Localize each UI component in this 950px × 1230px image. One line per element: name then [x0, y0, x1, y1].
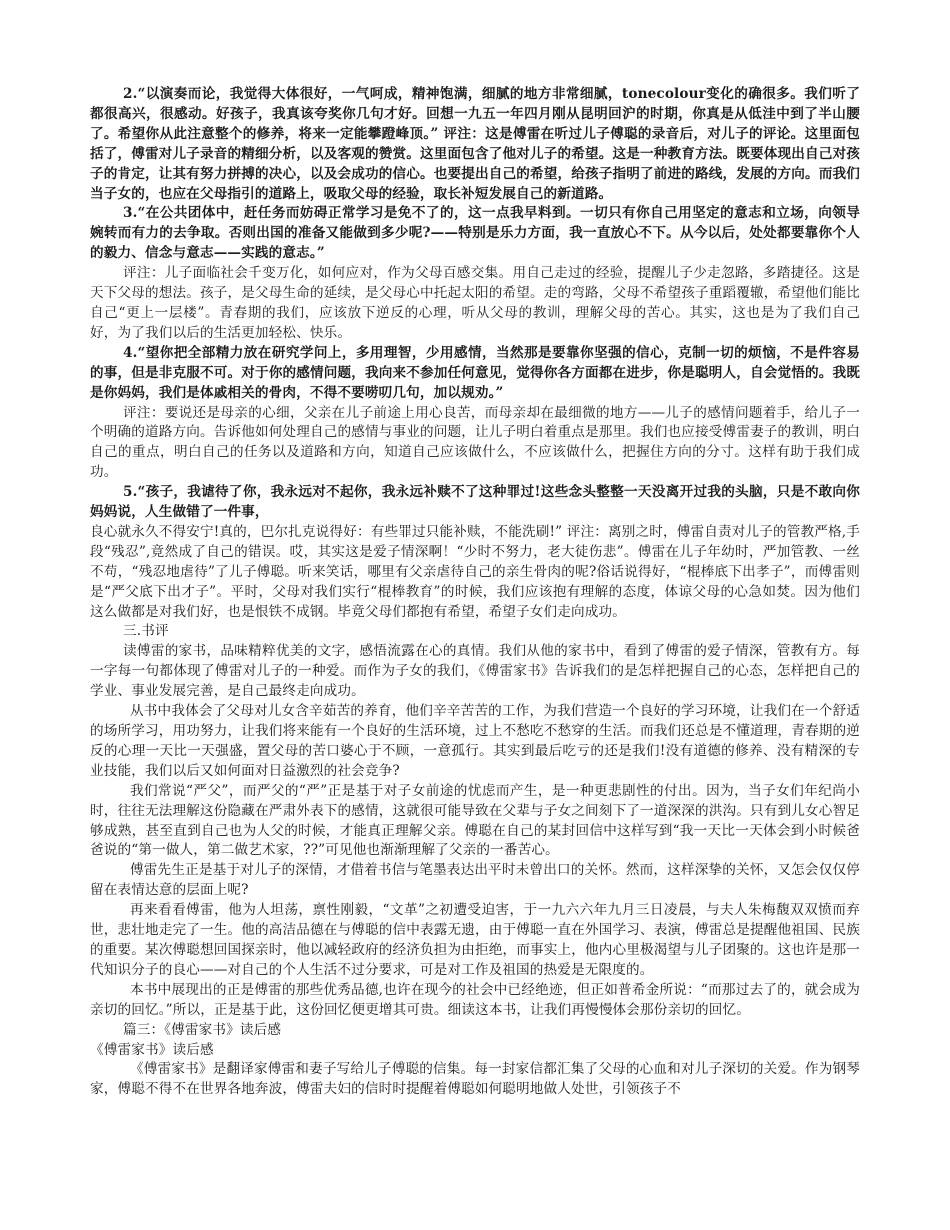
review-paragraph-3: 我们常说“严父”，而严父的“严”正是基于对子女前途的忧虑而产生，是一种更悲剧性的付出。因为，当子女们年纪尚小时，往往无法理解这份隐藏在严肃外表下的感情，这就很可能导致在父辈与子女之间刻下了一道深深的洪沟。只有到儿女心智足够成熟，甚至直到自己也为人父的时候，才能真正理解父亲。傅聪在自己的某封回信中这样写到“我一天比一天体会到小时候爸爸说的“第一做人，第二做艺术家，??”可见他也渐渐理解了父亲的一番苦心。: [90, 782, 860, 859]
paragraph-3-quote: 3.“在公共团体中，赶任务而妨碍正常学习是免不了的，这一点我早料到。一切只有你自己用坚定的意志和立场，向领导婉转而有力的去争取。否则出国的准备又能做到多少呢?——特别是乐力方面，我一直放心不下。从今以后，处处都要靠你个人的毅力、信念与意志——实践的意志。”: [90, 205, 860, 262]
paragraph-2-quote: 2.“以演奏而论，我觉得大体很好，一气呵成，精神饱满，细腻的地方非常细腻，tonecolour变化的确很多。我们听了都很高兴，很感动。好孩子，我真该夸奖你几句才好。回想一九五一年四月刚从昆明回沪的时期，你真是从低洼中到了半山腰了。希望你从此注意整个的修养，将来一定能攀蹬峰顶。” 评注：这是傅雷在听过儿子傅聪的录音后，对儿子的评论。这里面包括了，傅雷对儿子录音的精细分析，以及客观的赞赏。这里面包含了他对儿子的希望。这是一种教育方法。既要体现出自己对孩子的肯定，让其有努力拼搏的决心，以及会成功的信心。也要提出自己的希望，给孩子指明了前进的路线，发展的方向。而我们当子女的，也应在父母指引的道路上，吸取父母的经验，取长补短发展自己的新道路。: [90, 86, 860, 202]
paragraph-4-comment: 评注：要说还是母亲的心细，父亲在儿子前途上用心良苦，而母亲却在最细微的地方——儿子的感情问题着手，给儿子一个明确的道路方向。告诉他如何处理自己的感情与事业的问题，让儿子明白着重点是那里。我们也应接受傅雷妻子的教训，明白自己的重点，明白自己的任务以及道路和方向，知道自己应该做什么，不应该做什么，把握住方向的分寸。这样有助于我们成功。: [90, 404, 860, 481]
section-heading-part-three: 篇三：《傅雷家书》读后感: [123, 1021, 282, 1038]
paragraph-5-continuation: 良心就永久不得安宁!真的，巴尔扎克说得好：有些罪过只能补赎，不能洗刷!” 评注：离别之时，傅雷自责对儿子的管教严格,手段“残忍”,竟然成了自己的错误。哎，其实这是爱子情深啊！“少时不努力，老大徒伤悲”。傅雷在儿子年幼时，严加管教、一丝不苟，“残忍地虐待”了儿子傅聪。听来笑话，哪里有父亲虐待自己的亲生骨肉的呢?俗话说得好，“棍棒底下出孝子”，而傅雷则是“严父底下出才子”。平时，父母对我们实行“棍棒教育”的时候，我们应该抱有理解的态度，体谅父母的心急如焚。因为他们这么做都是对我们好，也是恨铁不成钢。毕竟父母们都抱有希望，希望子女们走向成功。: [90, 523, 860, 620]
essay-title: 《傅雷家书》读后感: [90, 1041, 214, 1058]
review-paragraph-6: 本书中展现出的正是傅雷的那些优秀品德,也许在现今的社会中已经绝迹，但正如普希金所说：“而那过去了的，就会成为亲切的回忆。”所以，正是基于此，这份回忆便更增其可贵。细读这本书，让我们再慢慢体会那份亲切的回忆。: [90, 981, 860, 1018]
review-paragraph-4: 傅雷先生正是基于对儿子的深情，才借着书信与笔墨表达出平时未曾出口的关怀。然而，这样深挚的关怀，又怎会仅仅停留在表情达意的层面上呢?: [90, 862, 860, 899]
section-heading-book-review: 三.书评: [123, 623, 169, 640]
paragraph-4-quote: 4.“望你把全部精力放在研究学问上，多用理智，少用感情，当然那是要靠你坚强的信心，克制一切的烦恼，不是件容易的事，但是非克服不可。对于你的感情问题，我向来不参加任何意见，觉得你各方面都在进步，你是聪明人，自会觉悟的。我既是你妈妈，我们是体戚相关的骨肉，不得不要唠叨几句，加以规劝。”: [90, 344, 860, 401]
review-paragraph-2: 从书中我体会了父母对儿女含辛茹苦的养育，他们辛辛苦苦的工作，为我们营造一个良好的学习环境，让我们在一个舒适的场所学习，用功努力，让我们将来能有一个良好的生活环境，过上不愁吃不愁穿的生活。而我们还总是不懂道理，青春期的逆反的心理一天比一天强盛，置父母的苦口婆心于不顾，一意孤行。其实到最后吃亏的还是我们!没有道德的修养、没有精深的专业技能，我们以后又如何面对日益激烈的社会竞争?: [90, 703, 860, 779]
paragraph-5-quote: 5.“孩子，我谑待了你，我永远对不起你，我永远补赎不了这种罪过!这些念头整整一天没离开过我的头脑，只是不敢向你妈妈说，人生做错了一件事，: [90, 484, 860, 521]
review-paragraph-1: 读傅雷的家书，品味精粹优美的文字，感悟流露在心的真情。我们从他的家书中，看到了傅雷的爱子情深，管教有方。每一字每一句都体现了傅雷对儿子的一种爱。而作为子女的我们，《傅雷家书》告诉我们的是怎样把握自己的心态，怎样把自己的学业、事业发展完善，是自己最终走向成功。: [90, 643, 860, 700]
essay-paragraph-1: 《傅雷家书》是翻译家傅雷和妻子写给儿子傅聪的信集。每一封家信都汇集了父母的心血和对儿子深切的关爱。作为钢琴家，傅聪不得不在世界各地奔波，傅雷夫妇的信时时提醒着傅聪如何聪明地做人处世，引领孩子不: [90, 1061, 860, 1098]
review-paragraph-5: 再来看看傅雷，他为人坦荡，禀性刚毅，“文革”之初遭受迫害，于一九六六年九月三日凌晨，与夫人朱梅馥双双愤而弃世，悲壮地走完了一生。他的高洁品德在与傅聪的信中表露无遗，由于傅聪一直在外国学习、表演，傅雷总是提醒他祖国、民族的重要。某次傅聪想回国探亲时，他以减轻政府的经济负担为由拒绝，而事实上，他内心里极渴望与儿子团聚的。这也许是那一代知识分子的良心——对自己的个人生活不过分要求，可是对工作及祖国的热爱是无限度的。: [90, 902, 860, 978]
paragraph-3-comment: 评注：儿子面临社会千变万化，如何应对，作为父母百感交集。用自己走过的经验，提醒儿子少走忽路，多踏捷径。这是天下父母的想法。孩子，是父母生命的延续，是父母心中托起太阳的希望。走的弯路，父母不希望孩子重蹈覆辙，希望他们能比自己“更上一层楼”。青春期的我们，应该放下逆反的心理，听从父母的教训，理解父母的苦心。其实，这也是为了我们自己好，为了我们以后的生活更加轻松、快乐。: [90, 265, 860, 341]
